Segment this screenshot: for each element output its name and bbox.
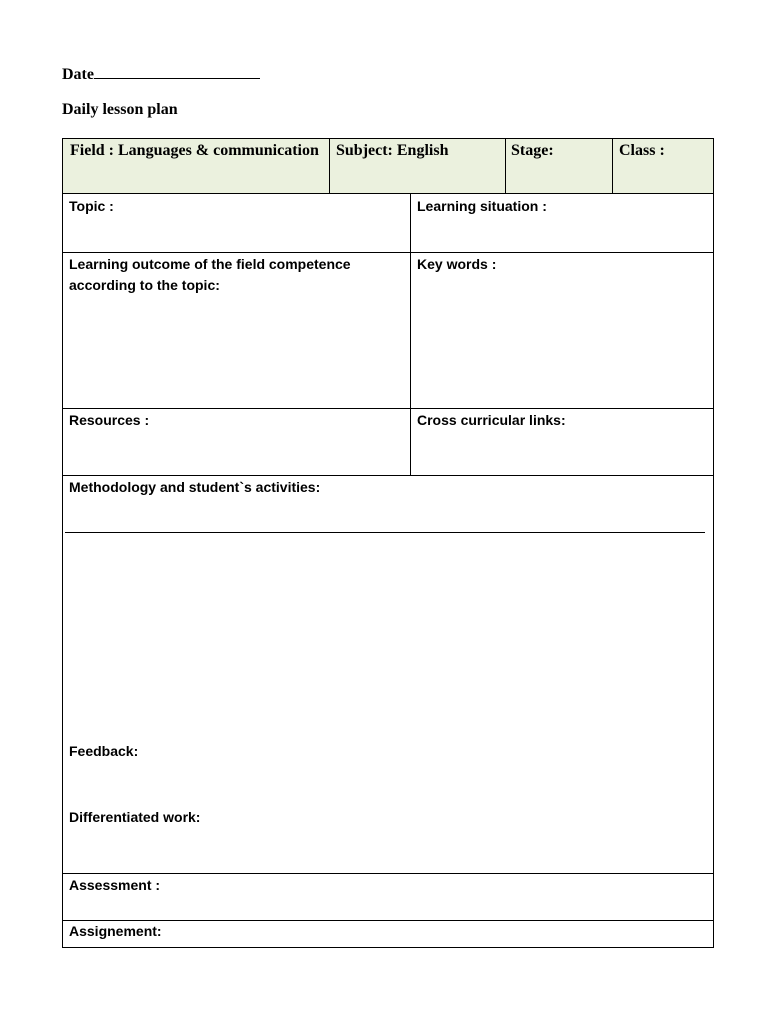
document-title: Daily lesson plan: [62, 101, 178, 118]
methodology-cell[interactable]: [63, 476, 713, 874]
topic-cell[interactable]: [63, 194, 411, 252]
key-words-label: Key words :: [417, 256, 497, 272]
topic-label: Topic :: [69, 198, 114, 214]
assessment-label: Assessment :: [69, 877, 161, 893]
learning-outcome-cell[interactable]: [63, 253, 411, 409]
date-label: Date: [62, 66, 94, 83]
assignment-label: Assignement:: [69, 923, 162, 939]
header-divider: [505, 139, 506, 193]
field-label: Field : Languages & communication: [70, 142, 319, 159]
date-blank-line[interactable]: [94, 64, 260, 79]
cross-curricular-label: Cross curricular links:: [417, 412, 566, 428]
assignment-cell[interactable]: [63, 921, 713, 947]
lesson-plan-table: [62, 193, 714, 948]
learning-situation-cell[interactable]: [411, 194, 713, 252]
class-label: Class :: [619, 142, 665, 159]
header-divider: [329, 139, 330, 193]
learning-situation-label: Learning situation :: [417, 198, 547, 214]
resources-label: Resources :: [69, 412, 150, 428]
stage-label: Stage:: [511, 142, 554, 159]
learning-outcome-label: Learning outcome of the field competence according to the topic:: [69, 256, 351, 293]
key-words-cell[interactable]: [411, 253, 713, 409]
differentiated-work-label: Differentiated work:: [69, 809, 201, 825]
cross-curricular-cell[interactable]: [411, 409, 713, 475]
feedback-label: Feedback:: [69, 743, 139, 759]
assessment-cell[interactable]: [63, 874, 713, 920]
methodology-label: Methodology and student`s activities:: [69, 479, 321, 495]
column-divider: [410, 194, 411, 475]
writing-line: [65, 532, 705, 533]
subject-label: Subject: English: [336, 142, 449, 159]
date-field[interactable]: [62, 64, 260, 84]
lesson-plan-header-row: [62, 138, 714, 194]
resources-cell[interactable]: [63, 409, 411, 475]
header-divider: [612, 139, 613, 193]
